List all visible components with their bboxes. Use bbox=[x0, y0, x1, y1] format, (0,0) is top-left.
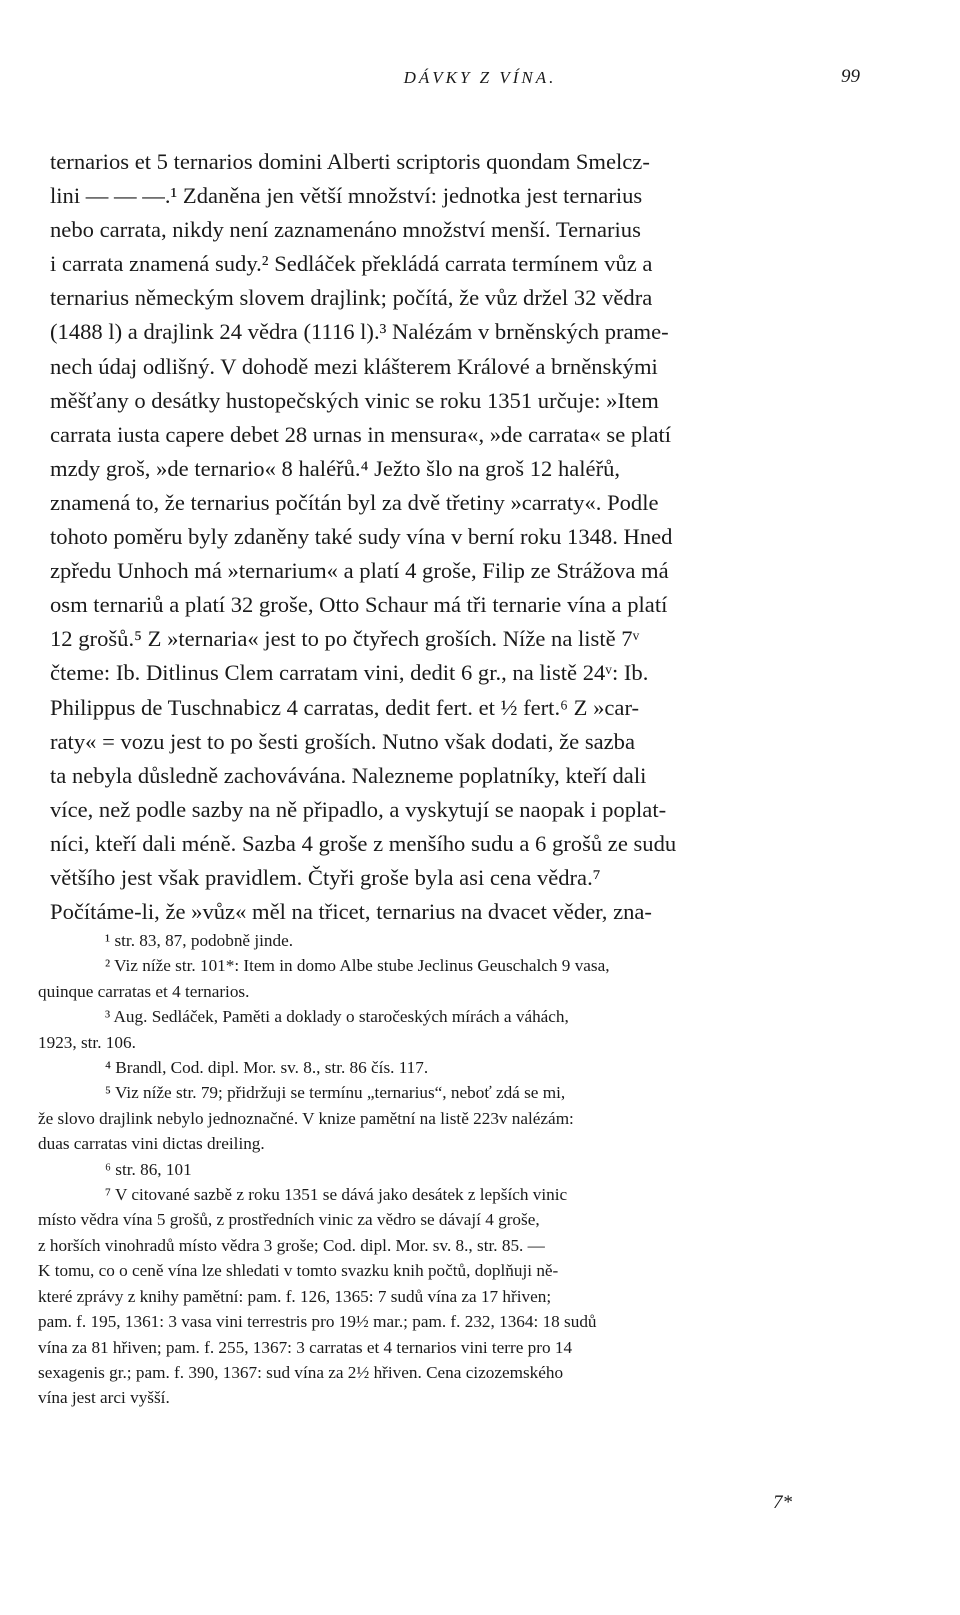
footnote-line: sexagenis gr.; pam. f. 390, 1367: sud vína za 2½ hřiven. Cena cizozemského bbox=[38, 1362, 564, 1382]
text-line: Počítáme-li, že »vůz« měl na třicet, ternarius na dvacet věder, zna- bbox=[50, 899, 652, 925]
text-line: tohoto poměru byly zdaněny také sudy vína v berní roku 1348. Hned bbox=[50, 524, 673, 550]
footnote-line: quinque carratas et 4 ternarios. bbox=[38, 981, 250, 1001]
footnote-line: z horších vinohradů místo vědra 3 groše; Cod. dipl. Mor. sv. 8., str. 85. — bbox=[38, 1235, 545, 1255]
footnote-line: ⁵ Viz níže str. 79; přidržuji se termínu „ternarius“, neboť zdá se mi, bbox=[105, 1083, 566, 1103]
footnote-line: místo vědra vína 5 grošů, z prostředních vinic za vědro se dávají 4 groše, bbox=[38, 1210, 540, 1230]
text-line: mzdy groš, »de ternario« 8 haléřů.⁴ Ježto šlo na groš 12 haléřů, bbox=[50, 455, 621, 481]
text-line: osm ternariů a platí 32 groše, Otto Schaur má tři ternarie vína a platí bbox=[50, 592, 668, 618]
footnote-line: které zprávy z knihy pamětní: pam. f. 126, 1365: 7 sudů vína za 17 hřiven; bbox=[38, 1286, 552, 1306]
signature-mark: 7* bbox=[773, 1492, 792, 1513]
footnote-line: ⁴ Brandl, Cod. dipl. Mor. sv. 8., str. 86 čís. 117. bbox=[105, 1058, 429, 1078]
text-line: 12 grošů.⁵ Z »ternaria« jest to po čtyřech groších. Níže na listě 7ᵛ bbox=[50, 626, 640, 652]
text-line: více, než podle sazby na ně připadlo, a vyskytují se naopak i poplat- bbox=[50, 796, 667, 822]
footnote-line: že slovo drajlink nebylo jednoznačné. V knize pamětní na listě 223v nalézám: bbox=[38, 1108, 574, 1128]
text-line: ternarios et 5 ternarios domini Alberti scriptoris quondam Smelcz- bbox=[50, 149, 650, 174]
footnote-line: ⁷ V citované sazbě z roku 1351 se dává jako desátek z lepších vinic bbox=[105, 1185, 568, 1205]
page-number: 99 bbox=[841, 66, 860, 87]
text-line: carrata iusta capere debet 28 urnas in mensura«, »de carrata« se platí bbox=[50, 421, 672, 447]
text-line: nech údaj odlišný. V dohodě mezi klášterem Králové a brněnskými bbox=[50, 353, 658, 379]
footnote-line: duas carratas vini dictas dreiling. bbox=[38, 1134, 265, 1154]
footnote-line: ⁶ str. 86, 101 bbox=[105, 1159, 192, 1179]
text-line: níci, kteří dali méně. Sazba 4 groše z menšího sudu a 6 grošů ze sudu bbox=[50, 830, 677, 856]
text-line: čteme: Ib. Ditlinus Clem carratam vini, dedit 6 gr., na listě 24ᵛ: Ib. bbox=[50, 660, 649, 686]
footnote-line: 1923, str. 106. bbox=[38, 1032, 136, 1052]
text-line: zpředu Unhoch má »ternarium« a platí 4 groše, Filip ze Strážova má bbox=[50, 558, 669, 584]
footnote-line: vína za 81 hřiven; pam. f. 255, 1367: 3 carratas et 4 ternarios vini terre pro 14 bbox=[38, 1337, 573, 1357]
text-line: Philippus de Tuschnabicz 4 carratas, dedit fert. et ½ fert.⁶ Z »car- bbox=[50, 694, 640, 720]
footnotes bbox=[38, 928, 828, 1411]
footnote-line: K tomu, co o ceně vína lze shledati v tomto svazku knih počtů, doplňuji ně- bbox=[38, 1261, 559, 1281]
text-line: znamená to, že ternarius počítán byl za dvě třetiny »carraty«. Podle bbox=[50, 489, 659, 515]
footnote-line: vína jest arci vyšší. bbox=[38, 1388, 170, 1408]
footnote-line: pam. f. 195, 1361: 3 vasa vini terrestris pro 19½ mar.; pam. f. 232, 1364: 18 sudů bbox=[38, 1312, 597, 1332]
text-line: měšťany o desátky hustopečských vinic se roku 1351 určuje: »Item bbox=[50, 387, 659, 413]
running-head: DÁVKY Z VÍNA. bbox=[403, 68, 557, 87]
text-line: lini — — —.¹ Zdaněna jen větší množství: jednotka jest ternarius bbox=[50, 183, 643, 209]
text-line: raty« = vozu jest to po šesti groších. Nutno však dodati, že sazba bbox=[50, 728, 635, 754]
footnote-line: ² Viz níže str. 101*: Item in domo Albe stube Jeclinus Geuschalch 9 vasa, bbox=[105, 956, 610, 976]
text-line: ternarius německým slovem drajlink; počítá, že vůz držel 32 vědra bbox=[50, 285, 653, 311]
footnote-line: ¹ str. 83, 87, podobně jinde. bbox=[105, 931, 293, 950]
footnote-line: ³ Aug. Sedláček, Paměti a doklady o staročeských mírách a váhách, bbox=[105, 1007, 569, 1027]
text-line: i carrata znamená sudy.² Sedláček překládá carrata termínem vůz a bbox=[50, 251, 653, 277]
text-line: (1488 l) a drajlink 24 vědra (1116 l).³ Nalézám v brněnských prame- bbox=[50, 319, 669, 345]
text-line: většího jest však pravidlem. Čtyři groše byla asi cena vědra.⁷ bbox=[50, 864, 601, 890]
text-line: ta nebyla důsledně zachovávána. Nalezneme poplatníky, kteří dali bbox=[50, 762, 647, 788]
main-text bbox=[50, 145, 820, 929]
text-line: nebo carrata, nikdy není zaznamenáno množství menší. Ternarius bbox=[50, 217, 641, 243]
